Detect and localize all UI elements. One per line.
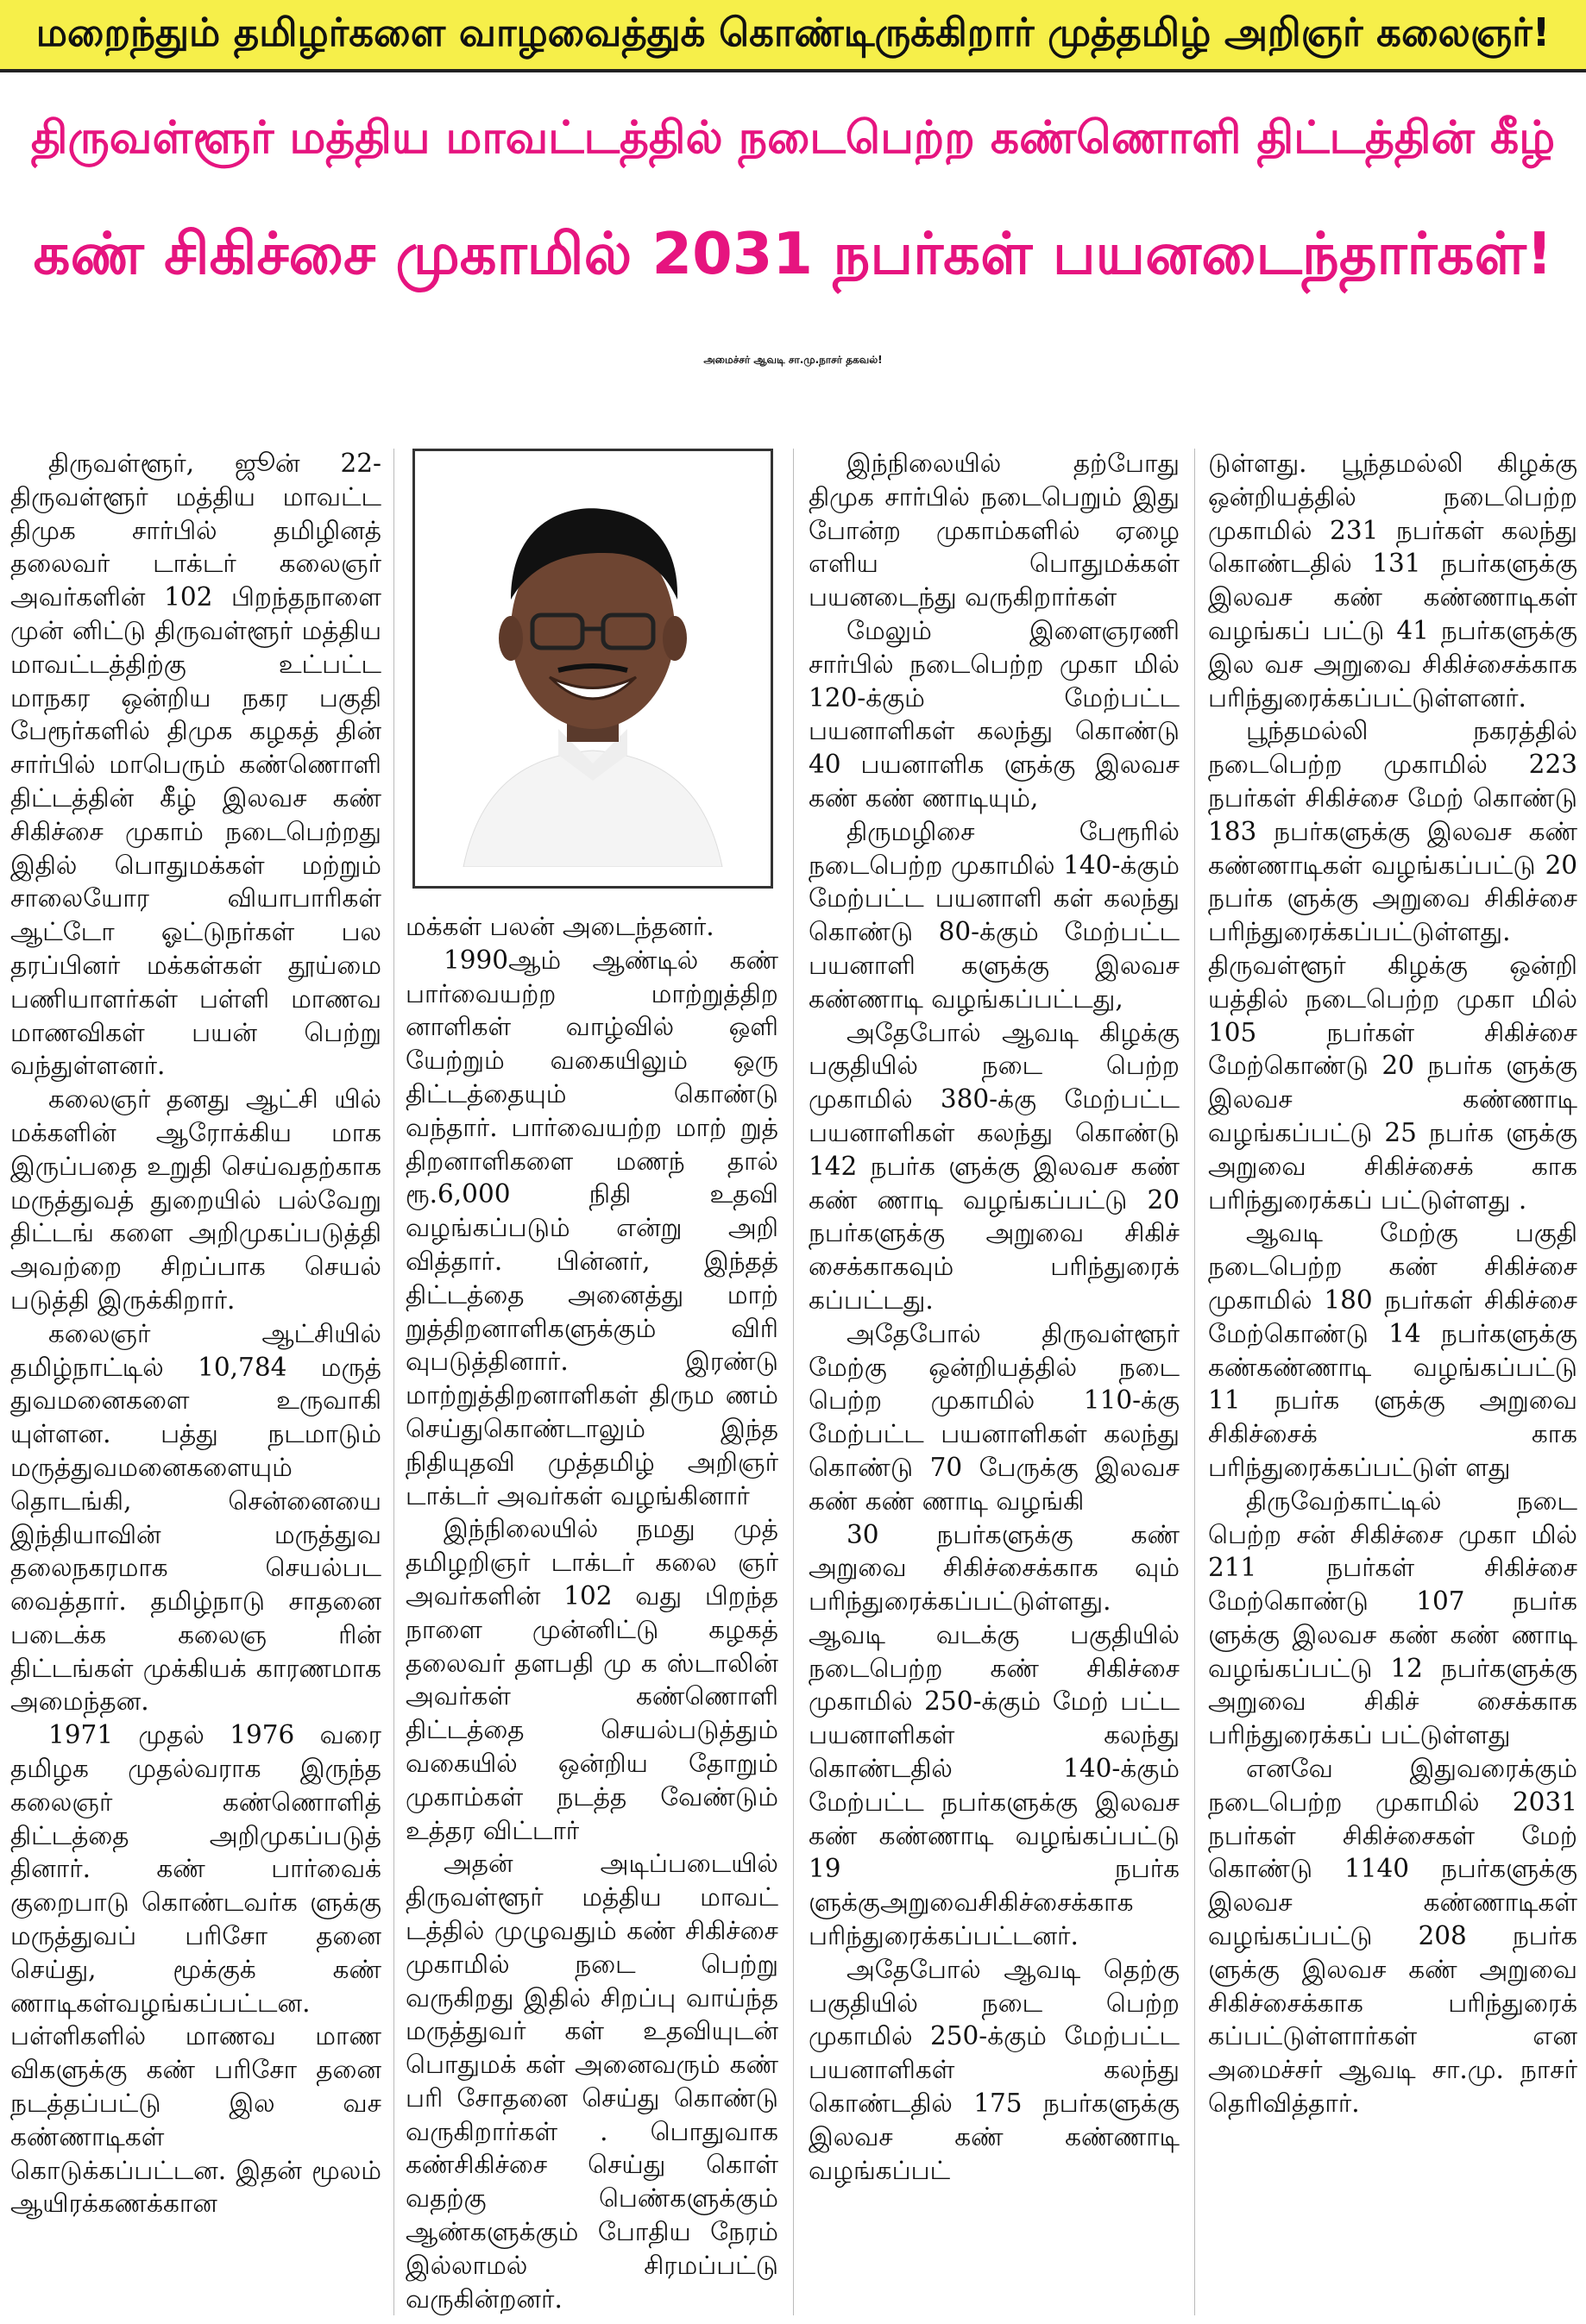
paragraph: டுள்ளது. பூந்தமல்லி கிழக்கு ஒன்றியத்தில் நடைபெற்ற முகாமில் 231 நபர்கள் கலந்து கொண்டதில் 131 நபர்களுக்கு இலவச கண் கண்ணாடிகள் வழங்கப் பட்டு 41 நபர்களுக்கு இல வச அறுவை சிகிச்சைக்காக பரிந்துரைக்கப்பட்டுள்ளனர்.	[1208, 449, 1577, 713]
banner-text: மறைந்தும் தமிழர்களை வாழவைத்துக் கொண்டிருக்கிறார் முத்தமிழ் அறிஞர் கலைஞர்!	[35, 9, 1551, 55]
paragraph: 1990ஆம் ஆண்டில் கண் பார்வையற்ற மாற்றுத்திற னாளிகள் வாழ்வில் ஒளி யேற்றும் வகையிலும் ஒரு திட்டத்தையும் கொண்டு வந்தார். பார்வையற்ற மாற் றுத் திறனாளிகளை மணந் தால் ரூ.6,000 நிதி உதவி வழங்கப்படும் என்று அறி வித்தார். பின்னர், இந்தத் திட்டத்தை அனைத்து மாற் றுத்திறனாளிகளுக்கும் விரி வுபடுத்தினார். இரண்டு மாற்றுத்திறனாளிகள் திரும ணம் செய்துகொண்டாலும் இந்த நிதியுதவி முத்தமிழ் அறிஞர் டாக்டர் அவர்கள் வழங்கினார்	[406, 945, 778, 1511]
paragraph: இந்நிலையில் நமது முத் தமிழறிஞர் டாக்டர் கலை ஞர் அவர்களின் 102 வது பிறந்த நாளை முன்னிட்டு கழகத் தலைவர் தளபதி மு க ஸ்டாலின் அவர்கள் கண்ணொளி திட்டத்தை செயல்படுத்தும் வகையில் ஒன்றிய தோறும் முகாம்கள் நடத்த வேண்டும் உத்தர விட்டார்	[406, 1514, 778, 1845]
portrait-photo	[412, 449, 773, 889]
article-column-1	[10, 447, 381, 2317]
column-divider	[1194, 449, 1195, 2315]
headline-line-2: கண் சிகிச்சை முகாமில் 2031 நபர்கள் பயனடைந்தார்கள்!	[33, 220, 1553, 287]
paragraph: 30 நபர்களுக்கு கண் அறுவை சிகிச்சைக்காக வும் பரிந்துரைக்கப்பட்டுள்ளது. ஆவடி வடக்கு பகுதியில் நடைபெற்ற கண் சிகிச்சை முகாமில் 250-க்கும் மேற் பட்ட பயனாளிகள் கலந்து கொண்டதில் 140-க்கும் மேற்பட்ட நபர்களுக்கு இலவச கண் கண்ணாடி வழங்கப்பட்டு 19 நபர்க ளுக்குஅறுவைசிகிச்சைக்காக பரிந்துரைக்கப்பட்டனர்.	[809, 1519, 1180, 1951]
paragraph: மேலும் இளைஞரணி சார்பில் நடைபெற்ற முகா மில் 120-க்கும் மேற்பட்ட பயனாளிகள் கலந்து கொண்டு 40 பயனாளிக ளுக்கு இலவச கண் கண் ணாடியும்,	[809, 615, 1180, 813]
paragraph: கலைஞர் ஆட்சியில் தமிழ்நாட்டில் 10,784 மருத் துவமனைகளை உருவாகி யுள்ளன. பத்து நடமாடும் மருத்துவமனைகளையும் தொடங்கி, சென்னையை இந்தியாவின் மருத்துவ தலைநகரமாக செயல்பட வைத்தார். தமிழ்நாடு சாதனை படைக்க கலைஞ ரின் திட்டங்கள் முக்கியக் காரணமாக அமைந்தன.	[10, 1318, 381, 1717]
paragraph: ஆவடி மேற்கு பகுதி நடைபெற்ற கண் சிகிச்சை முகாமில் 180 நபர்கள் சிகிச்சை மேற்கொண்டு 14 நபர்களுக்கு கண்கண்ணாடி வழங்கப்பட்டு 11 நபர்க ளுக்கு அறுவை சிகிச்சைக் காக பரிந்துரைக்கப்பட்டுள் ளது	[1208, 1218, 1577, 1482]
article-column-4	[1208, 447, 1577, 2317]
paragraph: எனவே இதுவரைக்கும் நடைபெற்ற முகாமில் 2031 நபர்கள் சிகிச்சைகள் மேற் கொண்டு 1140 நபர்களுக்கு இலவச கண்ணாடிகள் வழங்கப்பட்டு 208 நபர்க ளுக்கு இலவச கண் அறுவை சிகிச்சைக்காக பரிந்துரைக் கப்பட்டுள்ளார்கள் என அமைச்சர் ஆவடி சா.மு. நாசர் தெரிவித்தார்.	[1208, 1754, 1577, 2119]
article-column-2	[406, 910, 778, 2317]
paragraph: அதன் அடிப்படையில் திருவள்ளூர் மத்திய மாவட் டத்தில் முழுவதும் கண் சிகிச்சை முகாமில் நடை பெற்று வருகிறது இதில் சிறப்பு வாய்ந்த மருத்துவர் கள் உதவியுடன் பொதுமக் கள் அனைவரும் கண் பரி சோதனை செய்து கொண்டு வருகிறார்கள் . பொதுவாக கண்சிகிச்சை செய்து கொள் வதற்கு பெண்களுக்கும் ஆண்களுக்கும் போதிய நேரம் இல்லாமல் சிரமப்பட்டு வருகின்றனர்.	[406, 1849, 778, 2314]
top-banner	[0, 0, 1586, 72]
subheadline: அமைச்சர் ஆவடி சா.மு.நாசர் தகவல்!	[703, 354, 883, 366]
column-divider	[393, 449, 394, 2315]
paragraph: மக்கள் பலன் அடைந்தனர்.	[406, 912, 714, 941]
paragraph: கலைஞர் தனது ஆட்சி யில் மக்களின் ஆரோக்கிய மாக இருப்பதை உறுதி செய்வதற்காக மருத்துவத் துறையில் பல்வேறு திட்டங் களை அறிமுகப்படுத்தி அவற்றை சிறப்பாக செயல் படுத்தி இருக்கிறார்.	[10, 1084, 381, 1315]
article-column-3	[809, 447, 1180, 2317]
paragraph: திருவள்ளூர், ஜூன் 22- திருவள்ளூர் மத்திய மாவட்ட திமுக சார்பில் தமிழினத் தலைவர் டாக்டர் கலைஞர் அவர்களின் 102 பிறந்தநாளை முன் னிட்டு திருவள்ளூர் மத்திய மாவட்டத்திற்கு உட்பட்ட மாநகர ஒன்றிய நகர பகுதி பேரூர்களில் திமுக கழகத் தின் சார்பில் மாபெரும் கண்ணொளி திட்டத்தின் கீழ் இலவச கண் சிகிச்சை முகாம் நடைபெற்றது இதில் பொதுமக்கள் மற்றும் சாலையோர வியாபாரிகள் ஆட்டோ ஓட்டுநர்கள் பல தரப்பினர் மக்கள்கள் தூய்மை பணியாளர்கள் பள்ளி மாணவ மாணவிகள் பயன் பெற்று வந்துள்ளனர்.	[10, 449, 381, 1081]
paragraph: பூந்தமல்லி நகரத்தில் நடைபெற்ற முகாமில் 223 நபர்கள் சிகிச்சை மேற் கொண்டு 183 நபர்களுக்கு இலவச கண் கண்ணாடிகள் வழங்கப்பட்டு 20 நபர்க ளுக்கு அறுவை சிகிச்சை பரிந்துரைக்கப்பட்டுள்ளது. திருவள்ளூர் கிழக்கு ஒன்றி யத்தில் நடைபெற்ற முகா மில் 105 நபர்கள் சிகிச்சை மேற்கொண்டு 20 நபர்க ளுக்கு இலவச கண்ணாடி வழங்கப்பட்டு 25 நபர்க ளுக்கு அறுவை சிகிச்சைக் காக பரிந்துரைக்கப் பட்டுள்ளது .	[1208, 716, 1577, 1215]
paragraph: இந்நிலையில் தற்போது திமுக சார்பில் நடைபெறும் இது போன்ற முகாம்களில் ஏழை எளிய பொதுமக்கள் பயனடைந்து வருகிறார்கள்	[809, 449, 1180, 612]
headline-line-1: திருவள்ளூர் மத்திய மாவட்டத்தில் நடைபெற்ற கண்ணொளி திட்டத்தின் கீழ்	[30, 112, 1556, 164]
portrait-illustration	[429, 470, 757, 867]
column-divider	[793, 449, 794, 2315]
paragraph: அதேபோல் திருவள்ளூர் மேற்கு ஒன்றியத்தில் நடை பெற்ற முகாமில் 110-க்கு மேற்பட்ட பயனாளிகள் கலந்து கொண்டு 70 பேருக்கு இலவச கண் கண் ணாடி வழங்கி	[809, 1318, 1180, 1516]
paragraph: திருமழிசை பேரூரில் நடைபெற்ற முகாமில் 140-க்கும் மேற்பட்ட பயனாளி கள் கலந்து கொண்டு 80-க்கும் மேற்பட்ட பயனாளி களுக்கு இலவச கண்ணாடி வழங்கப்பட்டது,	[809, 816, 1180, 1014]
paragraph: அதேபோல் ஆவடி தெற்கு பகுதியில் நடை பெற்ற முகாமில் 250-க்கும் மேற்பட்ட பயனாளிகள் கலந்து கொண்டதில் 175 நபர்களுக்கு இலவச கண் கண்ணாடி வழங்கப்பட்	[809, 1954, 1180, 2185]
paragraph: திருவேற்காட்டில் நடை பெற்ற சன் சிகிச்சை முகா மில் 211 நபர்கள் சிகிச்சை மேற்கொண்டு 107 நபர்க ளுக்கு இலவச கண் கண் ணாடி வழங்கப்பட்டு 12 நபர்களுக்கு அறுவை சிகிச் சைக்காக பரிந்துரைக்கப் பட்டுள்ளது	[1208, 1485, 1577, 1750]
paragraph: 1971 முதல் 1976 வரை தமிழக முதல்வராக இருந்த கலைஞர் கண்ணொளித் திட்டத்தை அறிமுகப்படுத் தினார். கண் பார்வைக் குறைபாடு கொண்டவர்க ளுக்கு மருத்துவப் பரிசோ தனை செய்து, மூக்குக் கண் ணாடிகள்வழங்கப்பட்டன. பள்ளிகளில் மாணவ மாண விகளுக்கு கண் பரிசோ தனை நடத்தப்பட்டு இல வச கண்ணாடிகள் கொடுக்கப்பட்டன. இதன் மூலம் ஆயிரக்கணக்கான	[10, 1720, 381, 2219]
paragraph: அதேபோல் ஆவடி கிழக்கு பகுதியில் நடை பெற்ற முகாமில் 380-க்கு மேற்பட்ட பயனாளிகள் கலந்து கொண்டு 142 நபர்க ளுக்கு இலவச கண் கண் ணாடி வழங்கப்பட்டு 20 நபர்களுக்கு அறுவை சிகிச் சைக்காகவும் பரிந்துரைக் கப்பட்டது.	[809, 1017, 1180, 1315]
